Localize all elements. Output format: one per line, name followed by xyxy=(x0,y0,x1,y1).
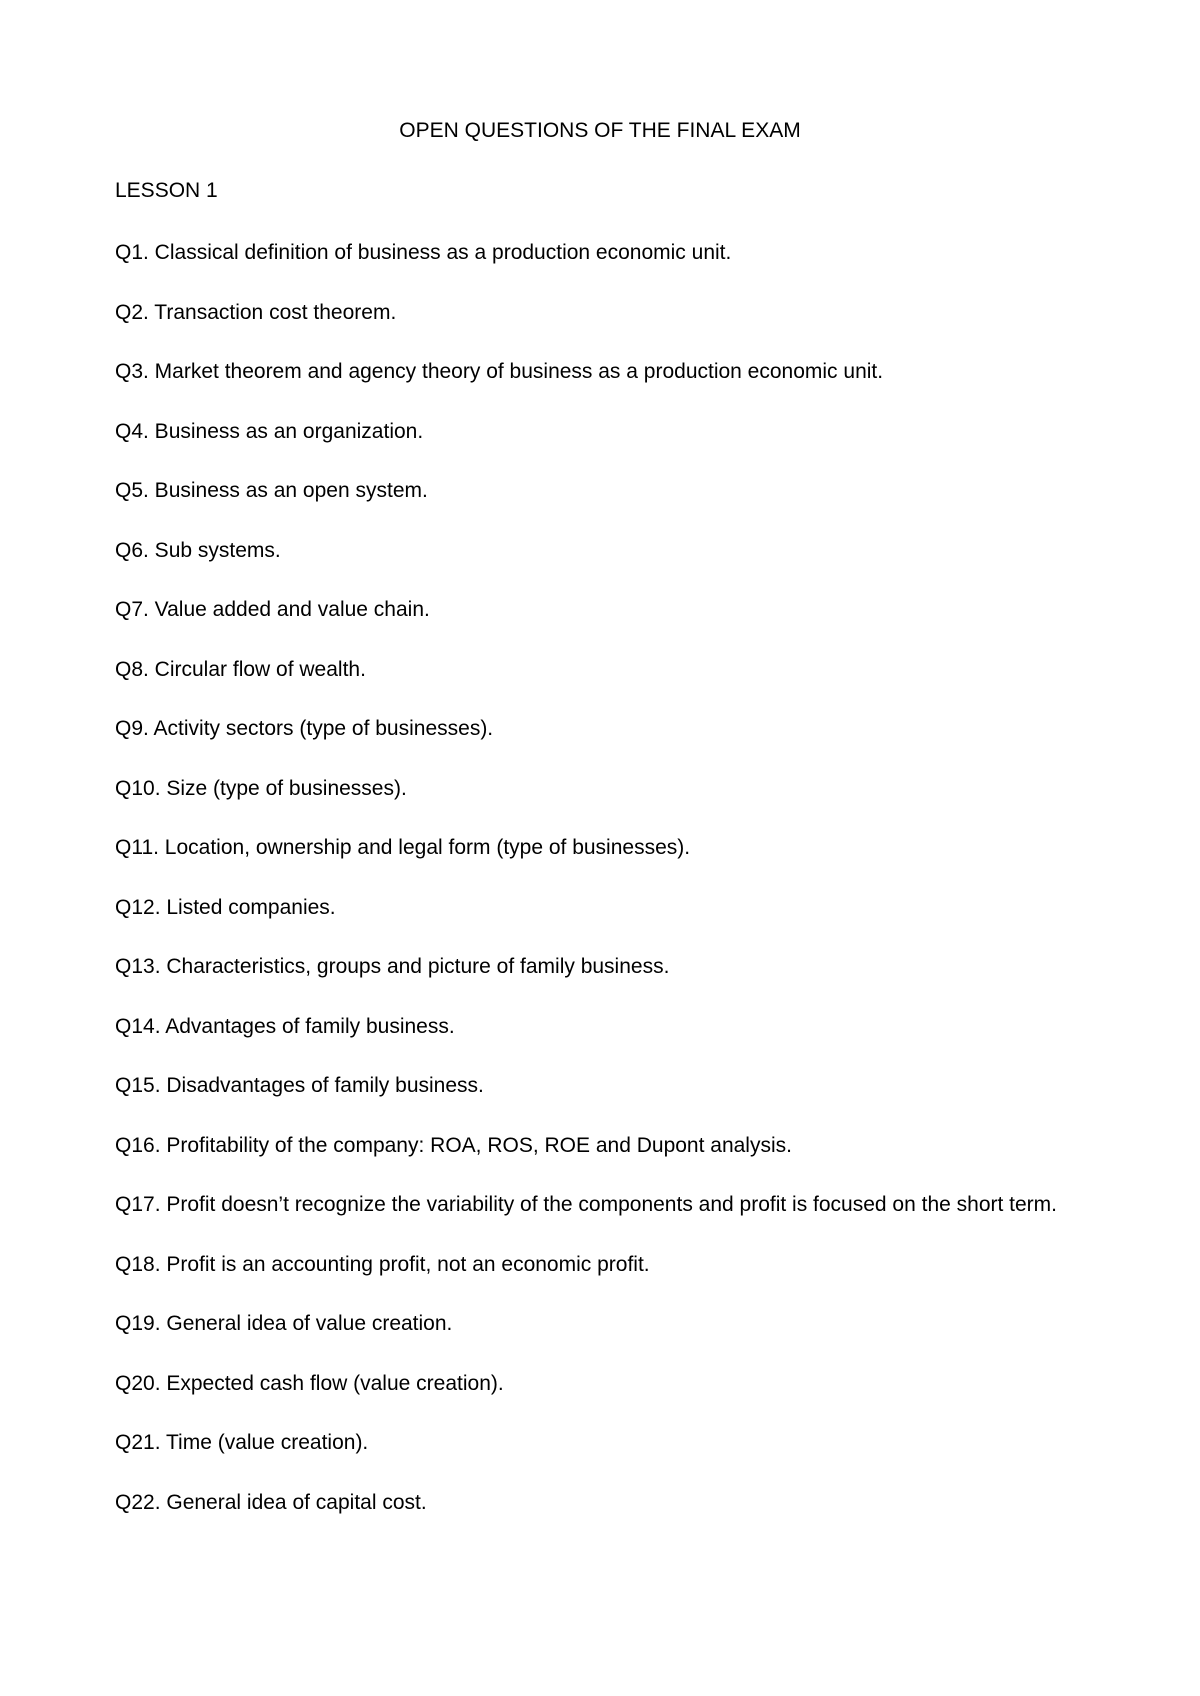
question-item: Q9. Activity sectors (type of businesses). xyxy=(115,717,494,740)
question-item: Q10. Size (type of businesses). xyxy=(115,776,407,800)
question-item: Q6. Sub systems. xyxy=(115,538,281,562)
question-item: Q4. Business as an organization. xyxy=(115,419,424,443)
question-item: Q19. General idea of value creation. xyxy=(115,1312,453,1335)
question-item: Q13. Characteristics, groups and picture of family business. xyxy=(115,955,670,978)
question-item: Q16. Profitability of the company: ROA, ROS, ROE and Dupont analysis. xyxy=(115,1133,792,1157)
question-item: Q1. Classical definition of business as a production economic unit. xyxy=(115,241,732,264)
question-item: Q20. Expected cash flow (value creation). xyxy=(115,1371,504,1395)
question-item: Q5. Business as an open system. xyxy=(115,479,428,502)
question-item: Q14. Advantages of family business. xyxy=(115,1014,455,1038)
question-item: Q12. Listed companies. xyxy=(115,895,336,919)
question-item: Q2. Transaction cost theorem. xyxy=(115,300,397,324)
question-item: Q17. Profit doesn’t recognize the variability of the components and profit is focused on the short term. xyxy=(115,1193,1058,1216)
question-item: Q8. Circular flow of wealth. xyxy=(115,657,366,681)
question-item: Q3. Market theorem and agency theory of business as a production economic unit. xyxy=(115,360,884,383)
question-item: Q7. Value added and value chain. xyxy=(115,598,430,621)
question-item: Q18. Profit is an accounting profit, not an economic profit. xyxy=(115,1252,650,1276)
question-item: Q11. Location, ownership and legal form (type of businesses). xyxy=(115,836,691,859)
question-item: Q22. General idea of capital cost. xyxy=(115,1490,427,1514)
question-item: Q15. Disadvantages of family business. xyxy=(115,1074,484,1097)
question-list xyxy=(115,238,1075,1547)
question-item: Q21. Time (value creation). xyxy=(115,1431,369,1454)
lesson-heading: LESSON 1 xyxy=(115,179,218,202)
document-title: OPEN QUESTIONS OF THE FINAL EXAM xyxy=(399,119,801,142)
